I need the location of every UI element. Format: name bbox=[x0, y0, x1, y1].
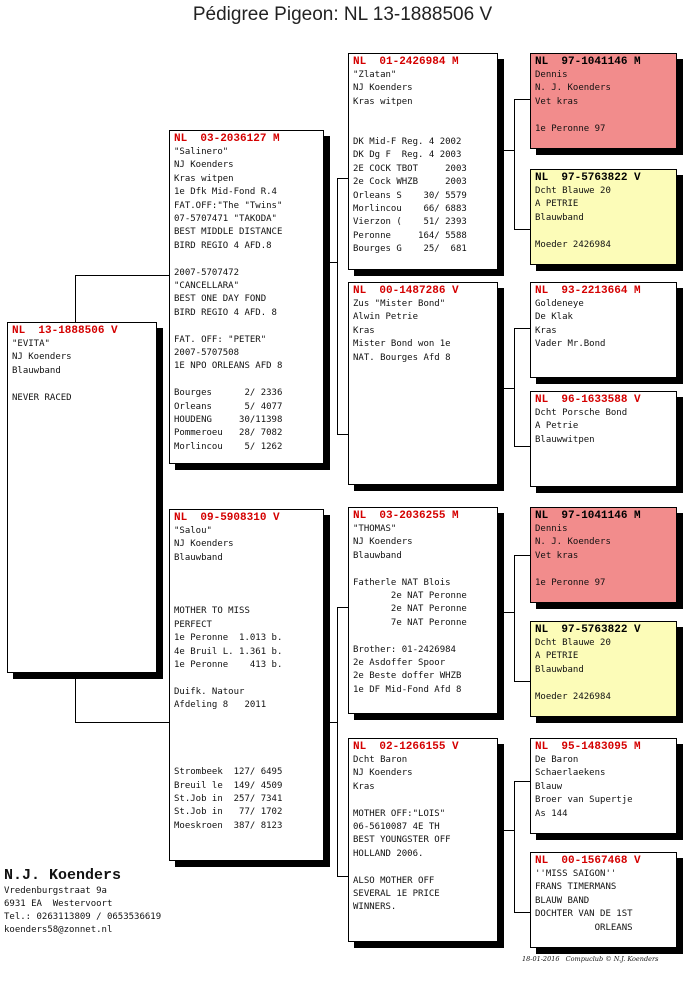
pigeon-card-dam-sire bbox=[348, 507, 498, 714]
card-line bbox=[174, 672, 319, 685]
card-line: "Salinero" bbox=[174, 147, 229, 157]
card-line: De Baron bbox=[535, 755, 579, 765]
connector bbox=[514, 555, 515, 681]
card-line: 4e Bruil L. 1.361 b. bbox=[174, 646, 283, 657]
connector bbox=[514, 99, 515, 229]
ring-number: NL 97-1041146 M bbox=[535, 56, 641, 68]
connector bbox=[500, 150, 514, 151]
card-line: Dcht Blauwe 20 bbox=[535, 186, 611, 196]
card-line: NJ Koenders bbox=[12, 352, 72, 363]
card-line: 1e DF Mid-Fond Afd 8 bbox=[353, 684, 462, 695]
card-line: Breuil le 149/ 4509 bbox=[174, 780, 283, 791]
card-line: 2e Beste doffer WHZB bbox=[353, 671, 462, 682]
connector bbox=[75, 722, 170, 723]
pigeon-card-sire-sire bbox=[348, 53, 498, 270]
card-line bbox=[535, 109, 672, 122]
card-line: NJ Koenders bbox=[353, 768, 413, 779]
card-line: 1e Peronne 413 b. bbox=[174, 660, 283, 671]
pigeon-card-dam-sire-dam bbox=[530, 621, 677, 717]
card-line: Moeder 2426984 bbox=[535, 239, 611, 250]
card-line: BLAUW BAND bbox=[535, 895, 590, 906]
connector bbox=[514, 912, 530, 913]
ring-number: NL 97-1041146 M bbox=[535, 510, 641, 522]
card-line: FAT. OFF: "PETER" bbox=[174, 334, 267, 345]
card-line: Dennis bbox=[535, 524, 568, 534]
connector bbox=[325, 262, 337, 263]
card-line: 1e Peronne 1.013 b. bbox=[174, 633, 283, 644]
card-line: NJ Koenders bbox=[174, 539, 234, 550]
card-line: 2007-5707472 bbox=[174, 267, 240, 278]
connector bbox=[325, 722, 337, 723]
card-line: Vet kras bbox=[535, 550, 579, 561]
owner-address-street: Vredenburgstraat 9a bbox=[4, 886, 107, 896]
card-line: 2e Cock WHZB 2003 bbox=[353, 177, 467, 188]
card-line: Schaerlaekens bbox=[535, 768, 606, 779]
card-line bbox=[174, 739, 319, 752]
card-line: Blauwband bbox=[353, 550, 402, 561]
card-line: Kras bbox=[353, 781, 375, 792]
card-line bbox=[353, 630, 493, 643]
card-line bbox=[174, 592, 319, 605]
connector bbox=[514, 229, 530, 230]
ring-number: NL 00-1567468 V bbox=[535, 855, 641, 867]
card-line: NEVER RACED bbox=[12, 392, 72, 403]
card-line: Dcht Baron bbox=[353, 755, 408, 765]
card-line: 2e NAT Peronne bbox=[353, 591, 467, 602]
pigeon-card-sire-dam-dam bbox=[530, 391, 677, 487]
card-line bbox=[174, 565, 319, 578]
card-line: Morlincou 66/ 6883 bbox=[353, 204, 467, 215]
card-line bbox=[353, 109, 493, 122]
card-line: Kras witpen bbox=[353, 96, 413, 107]
ring-number: NL 01-2426984 M bbox=[353, 56, 459, 68]
card-line: 1E NPO ORLEANS AFD 8 bbox=[174, 361, 283, 372]
card-line: Kras bbox=[353, 325, 375, 336]
card-line: N. J. Koenders bbox=[535, 537, 611, 548]
card-line: St.Job in 257/ 7341 bbox=[174, 794, 283, 804]
card-line: NJ Koenders bbox=[353, 83, 413, 94]
connector bbox=[514, 781, 515, 912]
card-line: Afdeling 8 2011 bbox=[174, 700, 267, 711]
card-line: Dennis bbox=[535, 70, 568, 80]
pigeon-card-sire-dam-sire bbox=[530, 282, 677, 378]
ring-number: NL 09-5908310 V bbox=[174, 512, 280, 524]
connector bbox=[514, 555, 530, 556]
card-line: BEST MIDDLE DISTANCE bbox=[174, 227, 283, 238]
card-line bbox=[174, 320, 319, 333]
card-line: FRANS TIMERMANS bbox=[535, 882, 617, 893]
card-line bbox=[535, 225, 672, 238]
card-line: Vierzon ( 51/ 2393 bbox=[353, 217, 467, 228]
card-line: Alwin Petrie bbox=[353, 312, 419, 323]
card-line: Orleans 5/ 4077 bbox=[174, 401, 283, 412]
card-line: WINNERS. bbox=[353, 902, 397, 913]
card-line: Duifk. Natour bbox=[174, 686, 245, 697]
card-line: 2e Asdoffer Spoor bbox=[353, 658, 446, 669]
card-line bbox=[353, 794, 493, 807]
card-line bbox=[174, 726, 319, 739]
card-line: Morlincou 5/ 1262 bbox=[174, 441, 283, 452]
connector bbox=[514, 681, 530, 682]
card-line: "EVITA" bbox=[12, 339, 50, 349]
card-line: Kras bbox=[535, 325, 557, 336]
owner-block bbox=[4, 867, 161, 937]
card-line: A PETRIE bbox=[535, 199, 579, 210]
connector bbox=[75, 275, 170, 276]
ring-number: NL 03-2036255 M bbox=[353, 510, 459, 522]
connector bbox=[75, 672, 76, 722]
card-line bbox=[174, 753, 319, 766]
card-line: A Petrie bbox=[535, 421, 579, 432]
card-line: "THOMAS" bbox=[353, 524, 397, 534]
card-line: BIRD REGIO 4 AFD.8 bbox=[174, 240, 272, 251]
card-line: 06-5610087 4E TH bbox=[353, 822, 440, 833]
owner-email: koenders58@zonnet.nl bbox=[4, 925, 113, 935]
card-line: MOTHER TO MISS bbox=[174, 606, 250, 617]
card-line: SEVERAL 1E PRICE bbox=[353, 889, 440, 900]
connector bbox=[500, 388, 514, 389]
card-line bbox=[535, 563, 672, 576]
card-line: DK Mid-F Reg. 4 2002 bbox=[353, 137, 462, 147]
connector bbox=[500, 830, 514, 831]
card-line: As 144 bbox=[535, 808, 568, 819]
card-line: N. J. Koenders bbox=[535, 83, 611, 94]
owner-name: N.J. Koenders bbox=[4, 867, 122, 884]
card-line: Dcht Blauwe 20 bbox=[535, 638, 611, 648]
connector bbox=[500, 612, 514, 613]
card-line bbox=[353, 563, 493, 576]
card-line: Blauwband bbox=[12, 365, 61, 376]
ring-number: NL 02-1266155 V bbox=[353, 741, 459, 753]
pigeon-card-sire-dam bbox=[348, 282, 498, 485]
card-line bbox=[535, 677, 672, 690]
card-line: "CANCELLARA" bbox=[174, 281, 240, 292]
card-line: Fatherle NAT Blois bbox=[353, 577, 451, 588]
card-line bbox=[174, 253, 319, 266]
card-line: 1e Dfk Mid-Fond R.4 bbox=[174, 187, 277, 198]
card-line: Goldeneye bbox=[535, 299, 584, 309]
owner-address-city: 6931 EA Westervoort bbox=[4, 899, 113, 909]
connector bbox=[337, 607, 338, 876]
card-line bbox=[12, 378, 152, 391]
ring-number: NL 97-5763822 V bbox=[535, 624, 641, 636]
connector bbox=[75, 275, 76, 323]
card-line: DK Dg F Reg. 4 2003 bbox=[353, 150, 462, 161]
ring-number: NL 97-5763822 V bbox=[535, 172, 641, 184]
card-line: BEST ONE DAY FOND bbox=[174, 294, 267, 305]
card-line bbox=[174, 374, 319, 387]
pigeon-card-dam-dam-dam bbox=[530, 852, 677, 948]
pigeon-card-sire-sire-sire bbox=[530, 53, 677, 149]
card-line: Brother: 01-2426984 bbox=[353, 644, 456, 655]
card-line: Blauw bbox=[535, 781, 563, 792]
ring-number: NL 13-1888506 V bbox=[12, 325, 118, 337]
pigeon-card-dam-sire-sire bbox=[530, 507, 677, 603]
footer-credit: 18-01-2016 Compuclub © N.J. Koenders bbox=[522, 955, 659, 963]
card-line: Peronne 164/ 5588 bbox=[353, 230, 467, 241]
card-line: FAT.OFF:"The "Twins" bbox=[174, 200, 283, 211]
connector bbox=[514, 781, 530, 782]
ring-number: NL 95-1483095 M bbox=[535, 741, 641, 753]
card-line: Blauwband bbox=[535, 212, 584, 223]
card-line bbox=[353, 123, 493, 136]
ring-number: NL 03-2036127 M bbox=[174, 133, 280, 145]
card-line: 7e NAT Peronne bbox=[353, 617, 467, 628]
card-line: 2007-5707508 bbox=[174, 348, 240, 359]
pigeon-card-subject bbox=[7, 322, 157, 673]
card-line: "Zlatan" bbox=[353, 70, 397, 80]
card-line: Blauwband bbox=[535, 664, 584, 675]
connector bbox=[514, 446, 530, 447]
card-line: Vet kras bbox=[535, 96, 579, 107]
card-line: MOTHER OFF:"LOIS" bbox=[353, 808, 446, 819]
connector bbox=[514, 328, 530, 329]
ring-number: NL 96-1633588 V bbox=[535, 394, 641, 406]
card-line bbox=[353, 861, 493, 874]
card-line: BEST YOUNGSTER OFF bbox=[353, 835, 451, 846]
card-line: ORLEANS bbox=[535, 922, 633, 933]
card-line: Strombeek 127/ 6495 bbox=[174, 767, 283, 778]
card-line: Kras witpen bbox=[174, 173, 234, 184]
pigeon-card-sire bbox=[169, 130, 324, 464]
card-line: Bourges 2/ 2336 bbox=[174, 388, 283, 399]
card-line: ALSO MOTHER OFF bbox=[353, 875, 435, 886]
owner-phone: Tel.: 0263113809 / 0653536619 bbox=[4, 912, 162, 922]
connector bbox=[514, 328, 515, 446]
card-line: 2e NAT Peronne bbox=[353, 604, 467, 615]
card-line: 1e Peronne 97 bbox=[535, 123, 606, 134]
card-line: 1e Peronne 97 bbox=[535, 577, 606, 588]
pigeon-card-dam-dam bbox=[348, 738, 498, 942]
card-line: 07-5707471 "TAKODA" bbox=[174, 214, 277, 225]
connector bbox=[337, 178, 338, 434]
card-line: DOCHTER VAN DE 1ST bbox=[535, 909, 633, 920]
card-line: Blauwwitpen bbox=[535, 434, 595, 445]
card-line: Broer van Supertje bbox=[535, 795, 633, 806]
card-line: Zus "Mister Bond" bbox=[353, 299, 446, 309]
pigeon-card-sire-sire-dam bbox=[530, 169, 677, 265]
card-line: Vader Mr.Bond bbox=[535, 339, 606, 350]
ring-number: NL 00-1487286 V bbox=[353, 285, 459, 297]
card-line: Moeder 2426984 bbox=[535, 691, 611, 702]
card-line: De Klak bbox=[535, 312, 573, 323]
card-line: BIRD REGIO 4 AFD. 8 bbox=[174, 307, 277, 318]
ring-number: NL 93-2213664 M bbox=[535, 285, 641, 297]
card-line: ''MISS SAIGON'' bbox=[535, 869, 617, 879]
page-title: Pédigree Pigeon: NL 13-1888506 V bbox=[192, 4, 493, 25]
card-line: Moeskroen 387/ 8123 bbox=[174, 820, 283, 831]
pigeon-card-dam-dam-sire bbox=[530, 738, 677, 834]
card-line: NAT. Bourges Afd 8 bbox=[353, 352, 451, 363]
card-line: "Salou" bbox=[174, 526, 212, 536]
card-line: St.Job in 77/ 1702 bbox=[174, 807, 283, 818]
card-line: NJ Koenders bbox=[174, 160, 234, 171]
card-line bbox=[174, 713, 319, 726]
card-line: HOLLAND 2006. bbox=[353, 848, 424, 859]
card-line: PERFECT bbox=[174, 619, 212, 630]
card-line: Mister Bond won 1e bbox=[353, 339, 451, 350]
card-line: A PETRIE bbox=[535, 651, 579, 662]
card-line: Dcht Porsche Bond bbox=[535, 408, 628, 418]
card-line: Blauwband bbox=[174, 552, 223, 563]
pigeon-card-dam bbox=[169, 509, 324, 861]
card-line: Orleans S 30/ 5579 bbox=[353, 190, 467, 201]
card-line: Pommeroeu 28/ 7082 bbox=[174, 428, 283, 439]
card-line: NJ Koenders bbox=[353, 537, 413, 548]
card-line bbox=[174, 579, 319, 592]
card-line: 2E COCK TBOT 2003 bbox=[353, 163, 467, 174]
card-line: HOUDENG 30/11398 bbox=[174, 415, 283, 426]
card-line: Bourges G 25/ 681 bbox=[353, 244, 467, 255]
connector bbox=[514, 99, 530, 100]
